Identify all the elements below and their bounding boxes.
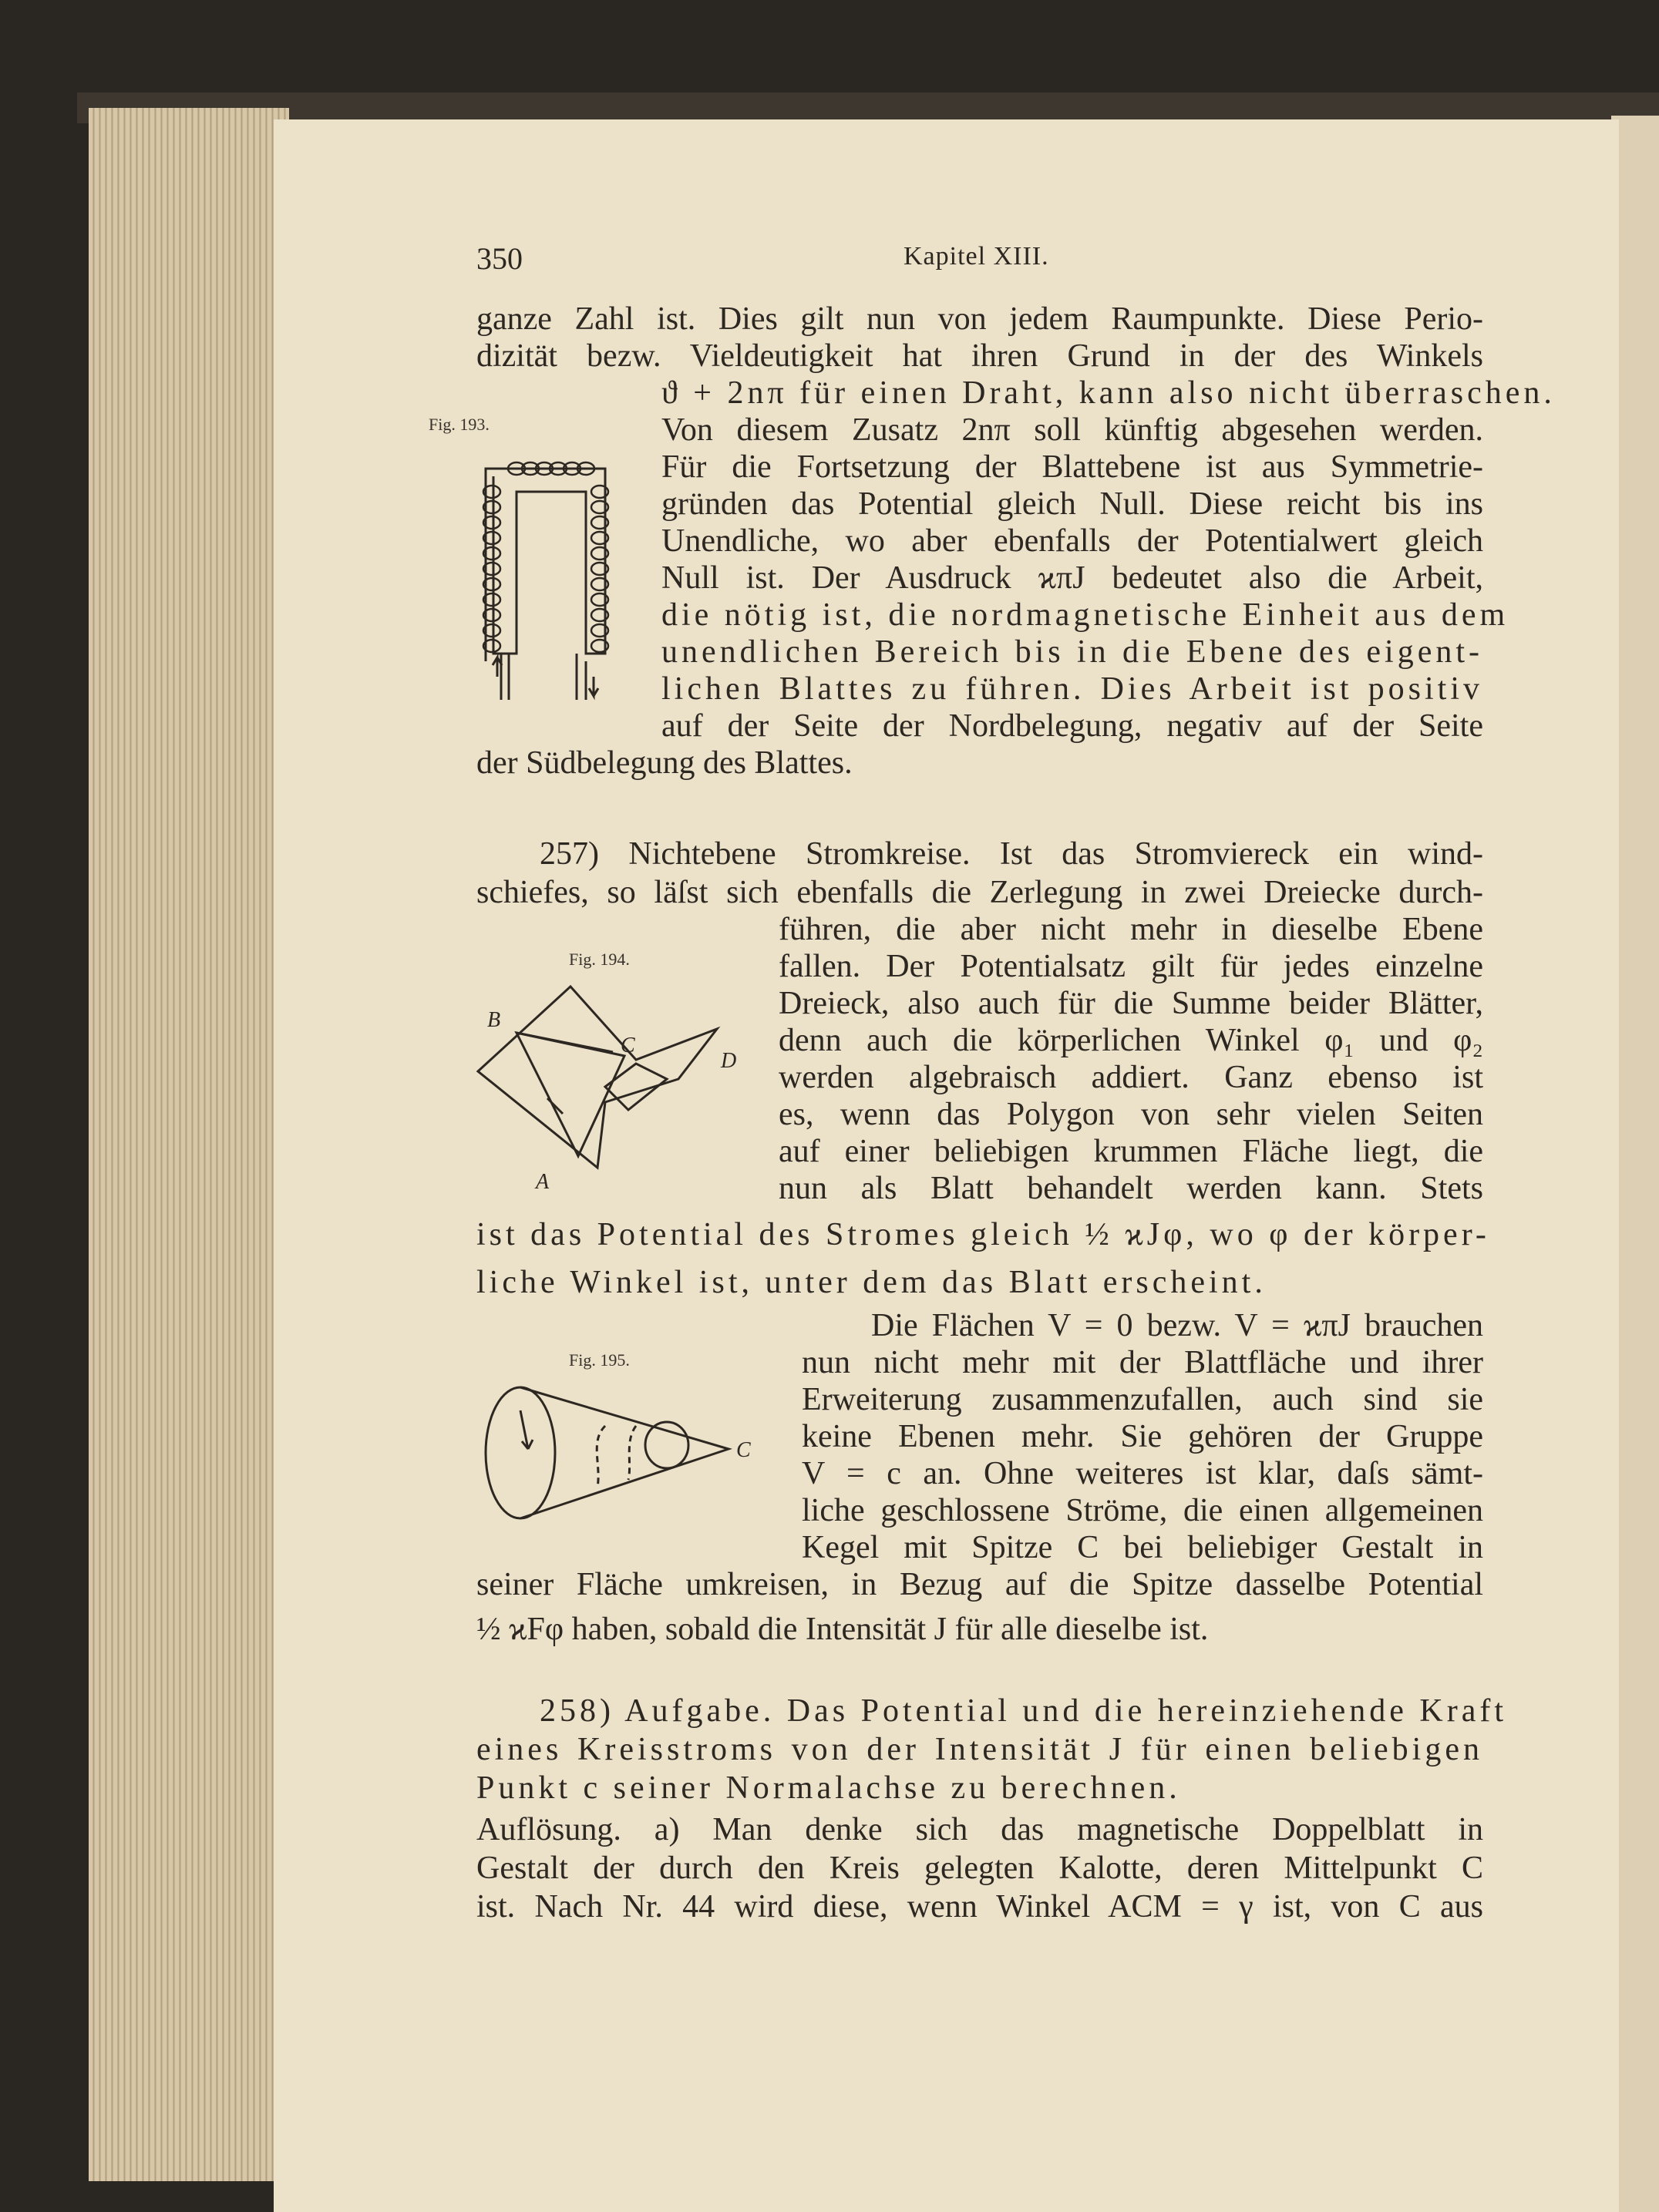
text-line: Auflösung. a) Man denke sich das magnetische Doppelblatt in [476, 1812, 1483, 1847]
text-line: werden algebraisch addiert. Ganz ebenso ist [779, 1060, 1483, 1095]
text-line: gründen das Potential gleich Null. Diese reicht bis ins [661, 486, 1483, 522]
text-line: der Südbelegung des Blattes. [476, 745, 853, 781]
text-line: Erweiterung zusammenzufallen, auch sind sie [802, 1382, 1483, 1417]
text-line: ϑ + 2nπ für einen Draht, kann also nicht überraschen. [661, 375, 1556, 411]
text-line: schiefes, so läſst sich ebenfalls die Zerlegung in zwei Dreiecke durch- [476, 875, 1483, 910]
figure-194-polygon-diagram [470, 979, 755, 1202]
section-heading-line: 257) Nichtebene Stromkreise. Ist das Stromviereck ein wind- [540, 836, 1483, 872]
text-line: nun als Blatt behandelt werden kann. Stets [779, 1171, 1483, 1206]
text-line: Von diesem Zusatz 2nπ soll künftig abgesehen werden. [661, 412, 1483, 448]
text-line: unendlichen Bereich bis in die Ebene des eigent- [661, 634, 1483, 670]
text-line: ganze Zahl ist. Dies gilt nun von jedem Raumpunkte. Diese Perio- [476, 301, 1483, 337]
page-number: 350 [476, 241, 523, 276]
text-line: auf der Seite der Nordbelegung, negativ auf der Seite [661, 708, 1483, 744]
figure-195-cone-diagram [474, 1380, 775, 1526]
text-line: Null ist. Der Ausdruck ϰπJ bedeutet also die Arbeit, [661, 560, 1483, 596]
vertex-label: B [487, 1008, 501, 1032]
vertex-label: C [736, 1438, 751, 1462]
text-line: V = c an. Ohne weiteres ist klar, daſs sämt- [802, 1456, 1483, 1491]
running-title: Kapitel XIII. [904, 242, 1049, 271]
text-line: ist. Nach Nr. 44 wird diese, wenn Winkel ACM = γ ist, von C aus [476, 1889, 1483, 1925]
figure-caption: Fig. 194. [569, 950, 630, 969]
vertex-label: C [621, 1034, 635, 1057]
vertex-label: A [536, 1170, 550, 1194]
text-line: fallen. Der Potentialsatz gilt für jedes einzelne [779, 949, 1483, 984]
figure-caption: Fig. 193. [429, 415, 490, 434]
text-line: ½ ϰFφ haben, sobald die Intensität J für alle dieselbe ist. [476, 1612, 1209, 1647]
text-line: dizität bezw. Vieldeutigkeit hat ihren Grund in der des Winkels [476, 338, 1483, 374]
text-line: liche geschlossene Ströme, die einen allgemeinen [802, 1493, 1483, 1528]
vertex-label: D [721, 1049, 737, 1073]
text-line: liche Winkel ist, unter dem das Blatt erscheint. [476, 1265, 1267, 1300]
text-line: Punkt c seiner Normalachse zu berechnen. [476, 1770, 1181, 1806]
page-edges [89, 108, 289, 2181]
text-line: keine Ebenen mehr. Sie gehören der Gruppe [802, 1419, 1483, 1454]
text-line: auf einer beliebigen krummen Fläche liegt, die [779, 1134, 1483, 1169]
text-line: denn auch die körperlichen Winkel φ₁ und φ₂ [779, 1023, 1483, 1058]
text-line: Gestalt der durch den Kreis gelegten Kalotte, deren Mittelpunkt C [476, 1851, 1483, 1886]
text-line: Dreieck, also auch für die Summe beider Blätter, [779, 986, 1483, 1021]
text-line: die nötig ist, die nordmagnetische Einheit aus dem [661, 597, 1509, 633]
section-heading-line: 258) Aufgabe. Das Potential und die hereinziehende Kraft [540, 1693, 1508, 1729]
text-line: Die Flächen V = 0 bezw. V = ϰπJ brauchen [871, 1308, 1483, 1343]
text-line: eines Kreisstroms von der Intensität J für einen beliebigen [476, 1732, 1483, 1767]
figure-caption: Fig. 195. [569, 1350, 630, 1370]
text-line: seiner Fläche umkreisen, in Bezug auf die Spitze dasselbe Potential [476, 1567, 1483, 1602]
book-cover-edge [77, 92, 1659, 123]
text-line: ist das Potential des Stromes gleich ½ ϰJφ, wo φ der körper- [476, 1217, 1490, 1252]
text-line: nun nicht mehr mit der Blattfläche und ihrer [802, 1345, 1483, 1380]
figure-193-coil-diagram [463, 445, 624, 723]
text-line: führen, die aber nicht mehr in dieselbe Ebene [779, 912, 1483, 947]
text-line: es, wenn das Polygon von sehr vielen Seiten [779, 1097, 1483, 1132]
text-line: Für die Fortsetzung der Blattebene ist aus Symmetrie- [661, 449, 1483, 485]
text-line: Kegel mit Spitze C bei beliebiger Gestalt in [802, 1530, 1483, 1565]
text-line: Unendliche, wo aber ebenfalls der Potentialwert gleich [661, 523, 1483, 559]
text-line: lichen Blattes zu führen. Dies Arbeit ist positiv [661, 671, 1483, 707]
